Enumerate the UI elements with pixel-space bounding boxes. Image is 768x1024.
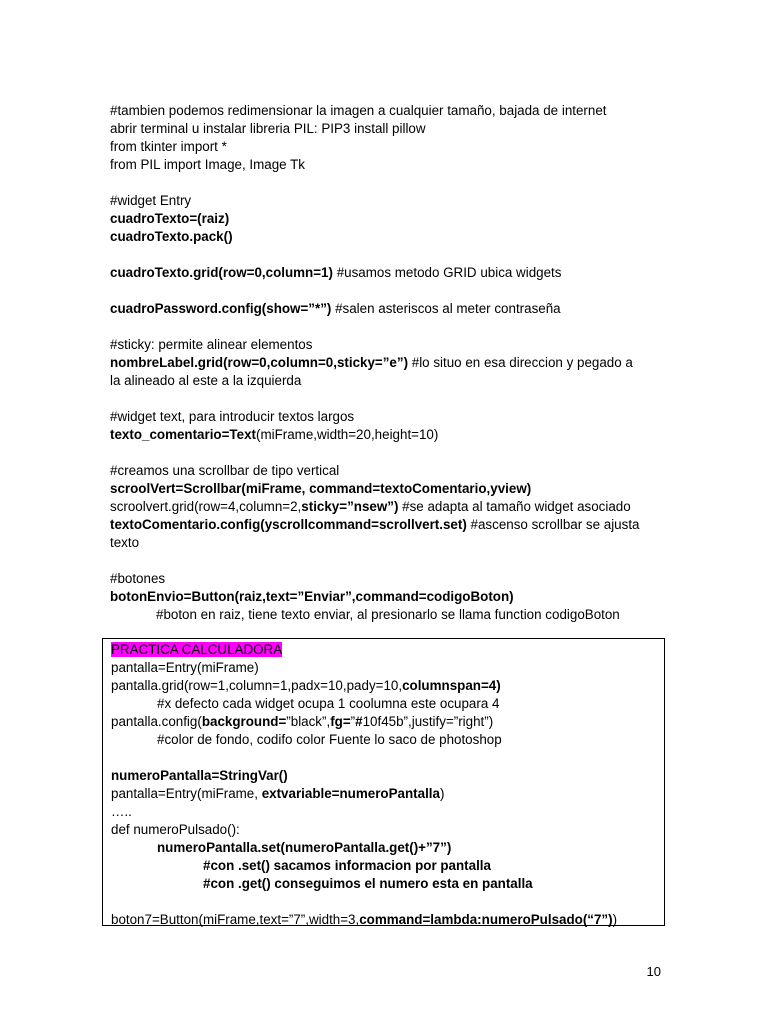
code-text: sticky=”nsew”) [301, 499, 399, 514]
text-line [111, 821, 661, 839]
text-line [110, 570, 670, 588]
comment-text: #salen asteriscos al meter contraseña [331, 301, 561, 316]
text-line [110, 498, 670, 516]
blank-line [111, 749, 661, 767]
plain-text: scroolvert.grid(row=4,column=2, [110, 499, 302, 514]
plain-text: from tkinter import * [110, 139, 227, 154]
code-text: cuadroPassword.config(show=”*”) [110, 301, 332, 316]
text-line [110, 588, 670, 606]
text-line [111, 767, 661, 785]
text-line [110, 102, 670, 120]
text-line [110, 300, 670, 318]
code-text: #con .set() sacamos informacion por pantalla [203, 858, 491, 873]
plain-text: (miFrame,width=20,height=10) [255, 427, 439, 442]
comment-text: #usamos metodo GRID ubica widgets [332, 265, 562, 280]
plain-text: from PIL import Image, Image Tk [110, 157, 305, 172]
code-text: #con .get() conseguimos el numero esta en pantalla [203, 876, 533, 891]
comment-text: #color de fondo, codifo color Fuente lo saco de photoshop [157, 732, 502, 747]
text-line [110, 156, 670, 174]
plain-text: pantalla.config( [111, 714, 202, 729]
text-line [111, 731, 661, 749]
text-line [111, 677, 661, 695]
text-line [110, 534, 670, 552]
plain-text: pantalla=Entry(miFrame, [111, 786, 262, 801]
section-title: PRACTICA CALCULADORA [111, 642, 283, 657]
blank-line [110, 282, 670, 300]
blank-line [110, 246, 670, 264]
code-text: extvariable=numeroPantalla [261, 786, 440, 801]
code-text: cuadroTexto.grid(row=0,column=1) [110, 265, 333, 280]
comment-text: #lo situo en esa direccion y pegado a [408, 355, 633, 370]
text-line [111, 911, 661, 929]
plain-text: ….. [111, 804, 132, 819]
text-line [110, 426, 670, 444]
code-text: background= [201, 714, 287, 729]
plain-text: abrir terminal u instalar libreria PIL: PIP3 install pillow [110, 121, 426, 136]
text-line [111, 713, 661, 731]
code-text: scroolVert=Scrollbar(miFrame, command=textoComentario,yview) [110, 481, 532, 496]
comment-text: #widget text, para introducir textos largos [110, 409, 355, 424]
plain-text: 10f45b”,justify=”right”) [362, 714, 494, 729]
code-text: botonEnvio=Button(raiz,text=”Enviar”,command=codigoBoton) [110, 589, 514, 604]
code-text: numeroPantalla=StringVar() [111, 768, 288, 783]
blank-line [110, 552, 670, 570]
blank-line [110, 174, 670, 192]
comment-text: #sticky: permite alinear elementos [110, 337, 313, 352]
comment-text: #creamos una scrollbar de tipo vertical [110, 463, 340, 478]
text-line [110, 408, 670, 426]
page-number: 10 [646, 964, 661, 979]
code-text: command=lambda:numeroPulsado(“7”) [359, 912, 613, 927]
code-text: texto_comentario=Text [110, 427, 256, 442]
text-line [110, 138, 670, 156]
text-line [110, 336, 670, 354]
plain-text: def numeroPulsado(): [111, 822, 240, 837]
text-line [110, 210, 670, 228]
text-line [110, 264, 670, 282]
blank-line [110, 444, 670, 462]
text-line [110, 372, 670, 390]
plain-text: pantalla.grid(row=1,column=1,padx=10,pady=10, [111, 678, 403, 693]
blank-line [110, 390, 670, 408]
comment-text: #widget Entry [110, 193, 192, 208]
text-line [110, 120, 670, 138]
code-text: cuadroTexto=(raiz) [110, 211, 230, 226]
document-body [110, 102, 670, 624]
comment-text: #boton en raiz, tiene texto enviar, al presionarlo se llama function codigoBoton [156, 607, 620, 622]
plain-text: ”black”, [286, 714, 331, 729]
box-body [111, 641, 661, 929]
text-line [111, 857, 661, 875]
text-line [110, 606, 670, 624]
plain-text: ) [439, 786, 445, 801]
comment-text: #botones [110, 571, 166, 586]
calculator-practice-box [102, 638, 665, 926]
text-line [110, 462, 670, 480]
text-line [111, 839, 661, 857]
comment-text: #se adapta al tamaño widget asociado [398, 499, 631, 514]
text-line [111, 875, 661, 893]
text-line [111, 659, 661, 677]
plain-text: pantalla=Entry(miFrame) [111, 660, 259, 675]
text-line [111, 785, 661, 803]
text-line [111, 803, 661, 821]
text-line [110, 516, 670, 534]
plain-text: texto [110, 535, 140, 550]
code-text: cuadroTexto.pack() [110, 229, 233, 244]
blank-line [111, 893, 661, 911]
text-line [110, 354, 670, 372]
plain-text: ” [350, 714, 356, 729]
text-line [111, 695, 661, 713]
plain-text: ) [612, 912, 618, 927]
blank-line [110, 318, 670, 336]
comment-text: #x defecto cada widget ocupa 1 coolumna este ocupara 4 [157, 696, 500, 711]
code-text: numeroPantalla.set(numeroPantalla.get()+”7”) [157, 840, 452, 855]
text-line [110, 192, 670, 210]
plain-text: boton7=Button(miFrame,text=”7”,width=3, [111, 912, 360, 927]
code-text: fg= [330, 714, 351, 729]
comment-text: #ascenso scrollbar se ajusta [466, 517, 640, 532]
text-line [110, 480, 670, 498]
text-line [110, 228, 670, 246]
code-text: textoComentario.config(yscrollcommand=scrollvert.set) [110, 517, 467, 532]
plain-text: la alineado al este a la izquierda [110, 373, 302, 388]
code-text: nombreLabel.grid(row=0,column=0,sticky=”e”) [110, 355, 409, 370]
code-text: columnspan=4) [402, 678, 501, 693]
text-line [111, 641, 661, 659]
comment-text: #tambien podemos redimensionar la imagen a cualquier tamaño, bajada de internet [110, 103, 607, 118]
code-text: # [355, 714, 363, 729]
